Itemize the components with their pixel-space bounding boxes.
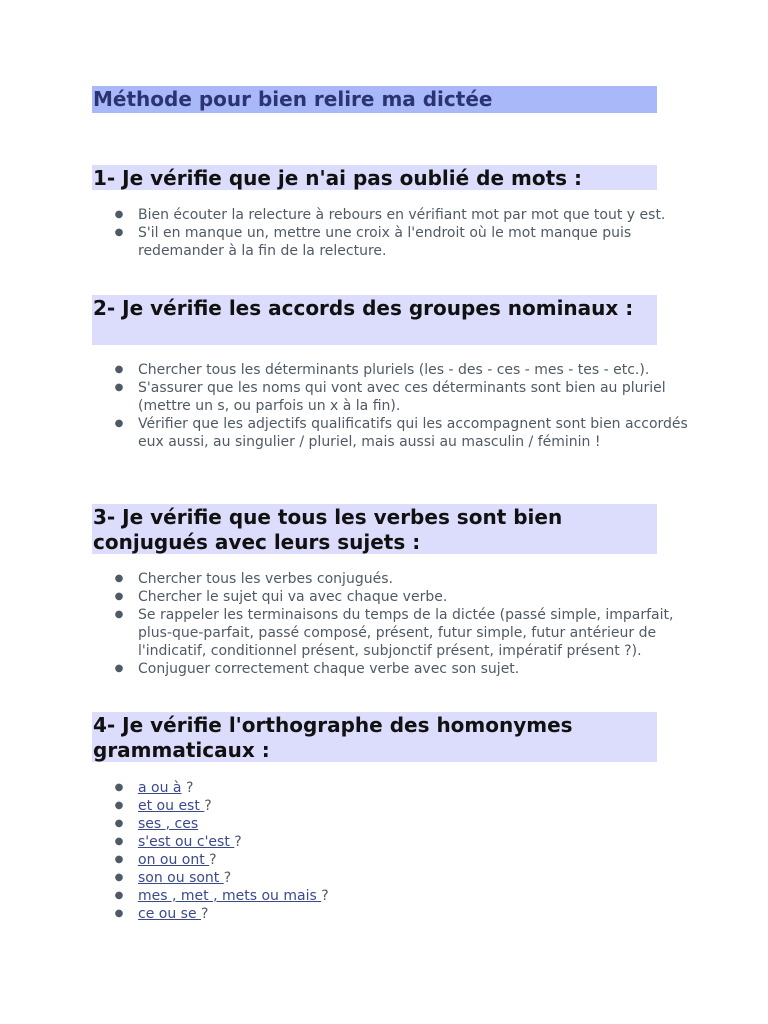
link-item	[92, 905, 692, 923]
homonym-link-et-ou-est[interactable]: et ou est	[138, 798, 205, 814]
list-item	[92, 379, 692, 415]
section-list-1	[92, 206, 692, 260]
homonym-link-ses-ces[interactable]: ses , ces	[138, 816, 199, 832]
link-suffix: ?	[204, 798, 212, 814]
link-item	[92, 851, 692, 869]
list-item	[92, 415, 692, 451]
bullet-icon: ●	[114, 591, 124, 602]
homonym-link-sest-cest[interactable]: s'est ou c'est	[138, 834, 235, 850]
list-item-text: Chercher tous les verbes conjugués.	[138, 571, 393, 587]
homonym-link-son-sont[interactable]: son ou sont	[138, 870, 224, 886]
list-item-text: S'il en manque un, mettre une croix à l'endroit où le mot manque puis redemander à la fin de la relecture.	[138, 225, 632, 259]
bullet-icon: ●	[114, 890, 124, 901]
link-item	[92, 869, 692, 887]
bullet-icon: ●	[114, 382, 124, 393]
list-item	[92, 606, 692, 660]
link-suffix: ?	[234, 834, 242, 850]
bullet-icon: ●	[114, 663, 124, 674]
list-item	[92, 206, 692, 224]
list-item-text: Conjuguer correctement chaque verbe avec son sujet.	[138, 661, 520, 677]
bullet-icon: ●	[114, 836, 124, 847]
homonym-link-on-ont[interactable]: on ou ont	[138, 852, 210, 868]
list-item	[92, 588, 692, 606]
bullet-icon: ●	[114, 818, 124, 829]
section-list-3	[92, 570, 692, 678]
link-suffix: ?	[201, 906, 209, 922]
list-item-text: Bien écouter la relecture à rebours en vérifiant mot par mot que tout y est.	[138, 207, 666, 223]
bullet-icon: ●	[114, 209, 124, 220]
bullet-icon: ●	[114, 800, 124, 811]
bullet-icon: ●	[114, 854, 124, 865]
homonym-link-a-ou-a[interactable]: a ou à	[138, 780, 182, 796]
bullet-icon: ●	[114, 573, 124, 584]
list-item	[92, 361, 692, 379]
section-heading-2: 2- Je vérifie les accords des groupes nominaux :	[92, 295, 657, 345]
link-item	[92, 833, 692, 851]
link-item	[92, 779, 692, 797]
bullet-icon: ●	[114, 418, 124, 429]
list-item	[92, 570, 692, 588]
link-item	[92, 887, 692, 905]
bullet-icon: ●	[114, 227, 124, 238]
section-heading-1: 1- Je vérifie que je n'ai pas oublié de mots :	[92, 165, 657, 190]
link-suffix: ?	[209, 852, 217, 868]
bullet-icon: ●	[114, 609, 124, 620]
section-list-2	[92, 361, 692, 451]
list-item	[92, 660, 692, 678]
link-suffix: ?	[223, 870, 232, 886]
bullet-icon: ●	[114, 364, 124, 375]
homonym-link-mes-met-mets-mais[interactable]: mes , met , mets ou mais	[138, 888, 322, 904]
list-item	[92, 224, 692, 260]
bullet-icon: ●	[114, 872, 124, 883]
document-title: Méthode pour bien relire ma dictée	[92, 86, 657, 113]
link-suffix: ?	[321, 888, 329, 904]
list-item-text: Chercher le sujet qui va avec chaque verbe.	[138, 589, 448, 605]
bullet-icon: ●	[114, 782, 124, 793]
link-item	[92, 797, 692, 815]
section-heading-4: 4- Je vérifie l'orthographe des homonymes grammaticaux :	[92, 712, 657, 762]
bullet-icon: ●	[114, 908, 124, 919]
link-suffix: ?	[181, 780, 194, 796]
list-item-text: Se rappeler les terminaisons du temps de la dictée (passé simple, imparfait, plus-que-parfait, passé composé, présent, futur simple, futur antérieur de l'indicatif, conditionnel présent, subjonctif présent, impératif présent ?).	[138, 607, 674, 659]
section-list-4	[92, 779, 692, 923]
homonym-link-ce-se[interactable]: ce ou se	[138, 906, 202, 922]
list-item-text: S'assurer que les noms qui vont avec ces déterminants sont bien au pluriel (mettre un s, ou parfois un x à la fin).	[138, 380, 666, 414]
list-item-text: Vérifier que les adjectifs qualificatifs qui les accompagnent sont bien accordés eux aussi, au singulier / pluriel, mais aussi au masculin / féminin !	[138, 416, 688, 450]
section-heading-3: 3- Je vérifie que tous les verbes sont bien conjugués avec leurs sujets :	[92, 504, 657, 554]
list-item-text: Chercher tous les déterminants pluriels (les - des - ces - mes - tes - etc.).	[138, 362, 650, 378]
link-item	[92, 815, 692, 833]
